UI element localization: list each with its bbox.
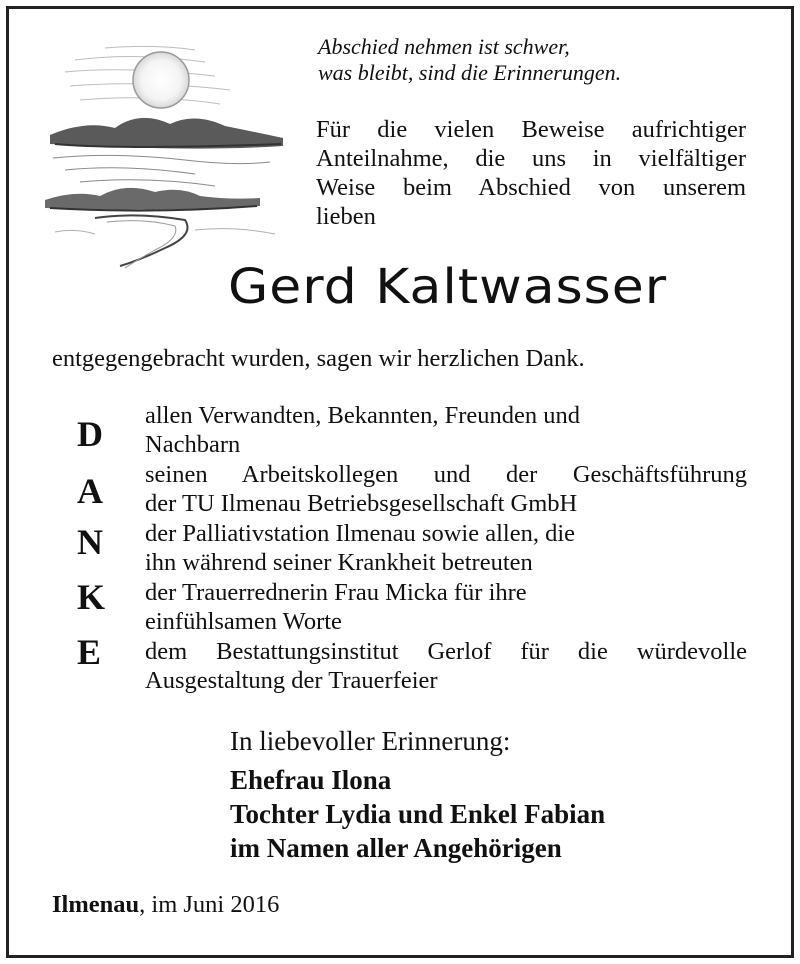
danke-entry-d-line-2: Nachbarn [145,431,241,458]
danke-entry-n [145,519,747,577]
place-date-line [52,890,279,920]
deceased-name: Gerd Kaltwasser [228,259,668,316]
danke-letter-a: A [77,471,103,511]
quote-line-2: was bleibt, sind die Erinnerungen. [318,60,622,85]
danke-entry-a-line-1: seinen Arbeitskollegen und der Geschäftsführung [145,461,747,488]
place-city: Ilmenau [52,891,140,918]
epigraph-quote [318,34,621,86]
signer-daughter-grandson: Tochter Lydia und Enkel Fabian [230,799,606,829]
danke-entry-d [145,401,747,459]
danke-entry-e-line-1: dem Bestattungsinstitut Gerlof für die würdevolle [145,638,747,665]
danke-entry-k [145,578,747,636]
moon-landscape-illustration [45,40,310,272]
danke-entry-a-line-2: der TU Ilmenau Betriebsgesellschaft GmbH [145,490,578,517]
memory-line: In liebevoller Erinnerung: [230,726,511,756]
intro-line-2: Anteilnahme, die uns in vielfältiger [316,145,746,172]
intro-line-4: lieben [316,203,376,230]
place-date: , im Juni 2016 [139,891,280,918]
danke-entry-k-line-2: einfühlsamen Worte [145,608,342,635]
danke-letter-d: D [77,414,103,454]
danke-letter-n: N [77,522,103,562]
danke-entry-n-line-1: der Palliativstation Ilmenau sowie allen, die [145,520,575,547]
danke-letter-k: K [77,577,106,617]
intro-line-1: Für die vielen Beweise aufrichtiger [316,116,746,143]
danke-entry-a [145,460,747,518]
intro-line-3: Weise beim Abschied von unserem [316,174,746,201]
signer-spouse: Ehefrau Ilona [230,765,392,795]
danke-entry-n-line-2: ihn während seiner Krankheit betreuten [145,549,533,576]
danke-entry-d-line-1: allen Verwandten, Bekannten, Freunden und [145,402,580,429]
danke-letter-e: E [77,632,102,672]
danke-entry-e-line-2: Ausgestaltung der Trauerfeier [145,667,438,694]
danke-entry-e [145,637,747,695]
thanks-line: entgegengebracht wurden, sagen wir herzlichen Dank. [52,345,585,372]
signer-relatives: im Namen aller Angehörigen [230,833,562,863]
quote-line-1: Abschied nehmen ist schwer, [318,34,570,59]
intro-paragraph [316,115,746,231]
danke-entry-k-line-1: der Trauerrednerin Frau Micka für ihre [145,579,527,606]
